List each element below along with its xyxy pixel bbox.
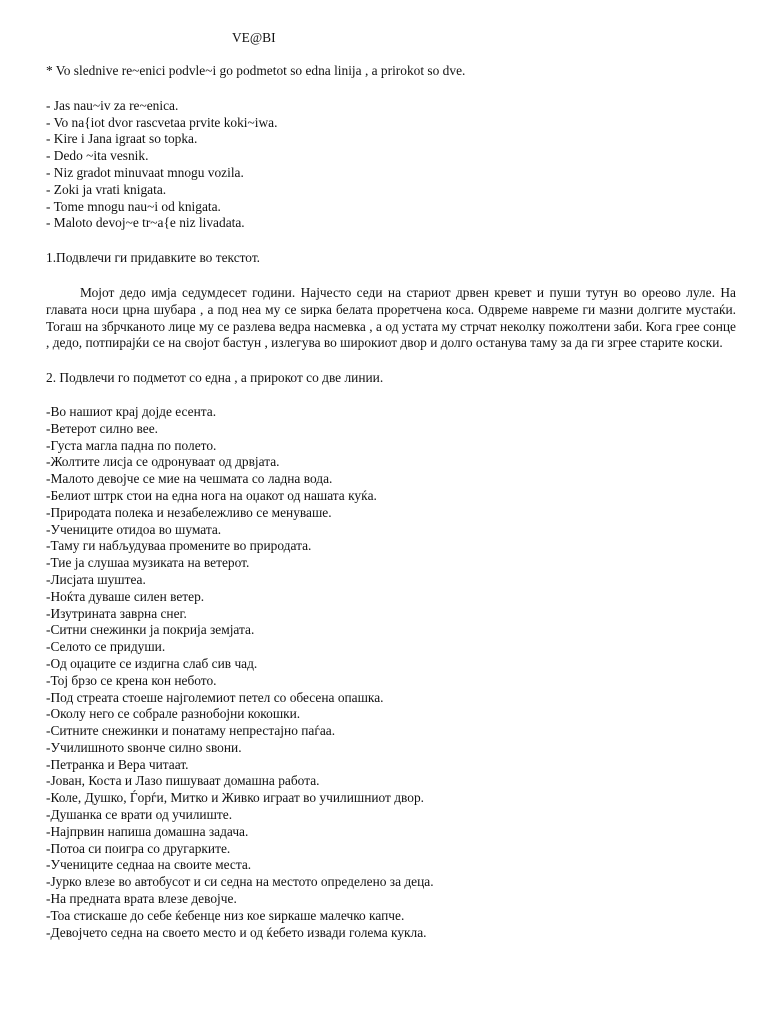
latin-task-instruction: * Vo slednive re~enici podvle~i go podmetot so edna linija , a prirokot so dve. — [46, 63, 466, 78]
list-item: -Густа магла падна по полето. — [46, 437, 217, 453]
list-item: -Ситните снежинки и понатаму непрестајно паѓаа. — [46, 723, 336, 739]
list-item: -Во нашиот крај дојде есента. — [46, 403, 217, 419]
list-item: -Душанка се врати од училиште. — [46, 807, 233, 823]
list-item: -Најпрвин напиша домашна задача. — [46, 823, 249, 839]
list-item: - Dedo ~ita vesnik. — [46, 148, 149, 164]
list-item: -Белиот штрк стои на една нога на оџакот од нашата куќа. — [46, 487, 377, 503]
list-item: -Малото девојче се мие на чешмата со ладна вода. — [46, 471, 333, 487]
list-item: -Ситни снежинки ја покрија земјата. — [46, 622, 255, 638]
list-item: -Јурко влезе во автобусот и си седна на местото определено за деца. — [46, 874, 434, 890]
task-2-instruction: 2. Подвлечи го подметот со една , а прирокот со две линии. — [46, 370, 384, 386]
list-item: - Niz gradot minuvaat mnogu vozila. — [46, 164, 244, 180]
list-item: -Тоа стискаше до себе ќебенце низ кое ѕиркаше малечко капче. — [46, 907, 405, 923]
list-item: -Петранка и Вера читаат. — [46, 756, 189, 772]
list-item: -Ветерот силно вее. — [46, 420, 159, 436]
list-item: -Жолтите лисја се одронуваат од дрвјата. — [46, 454, 280, 470]
task-1-instruction: 1.Подвлечи ги придавките во текстот. — [46, 250, 261, 266]
list-item: -Коле, Душко, Ѓорѓи, Митко и Живко играат во училишниот двор. — [46, 790, 425, 806]
list-item: -Околу него се собрале разнобојни кокошки. — [46, 706, 301, 722]
task-1-paragraph: Мојот дедо имја седумдесет години. Најчесто седи на стариот дрвен кревет и пуши тутун во ореово луле. На главата носи црна шубара , а под неа му се ѕирка белата проретчена коса. Одвреме навреме ги мазни долгите мустаќи. Тогаш на збрчканото лице му се разлева ведра насмевка , а од устата му стрчат неколку пожолтени заби. Кога грее сонце , дедо, потпирајќи се на својот бастун , излегува во широкиот двор и долго останува таму за да ги згрее старите коски. — [46, 284, 736, 351]
list-item: - Zoki ja vrati knigata. — [46, 181, 167, 197]
list-item: - Vo na{iot dvor rascvetaa prvite koki~iwa. — [46, 114, 278, 130]
list-item: -Од оџаците се издигна слаб сив чад. — [46, 655, 258, 671]
list-item: - Tome mnogu nau~i od knigata. — [46, 198, 221, 214]
list-item: -Учениците отидоа во шумата. — [46, 521, 222, 537]
list-item: -Потоа си поигра со другарките. — [46, 840, 231, 856]
list-item: -Таму ги набљудуваа промените во природата. — [46, 538, 312, 554]
list-item: -Ноќта дуваше силен ветер. — [46, 588, 205, 604]
list-item: -Природата полека и незабележливо се менуваше. — [46, 504, 332, 520]
list-item: -Училишното ѕвонче силно ѕвони. — [46, 739, 242, 755]
list-item: -Лисјата шуштеа. — [46, 571, 146, 587]
cyrillic-sentence-list — [46, 404, 736, 942]
list-item: -Учениците седнаа на своите места. — [46, 857, 252, 873]
list-item: - Maloto devoj~e tr~a{e niz livadata. — [46, 215, 245, 231]
document-title: VE@BI — [232, 30, 276, 45]
document-page — [46, 28, 736, 941]
list-item: -Тие ја слушаа музиката на ветерот. — [46, 555, 250, 571]
latin-sentence-list — [46, 98, 736, 232]
list-item: -Изутрината заврна снег. — [46, 605, 187, 621]
list-item: - Jas nau~iv za re~enica. — [46, 97, 179, 113]
list-item: -Селото се придуши. — [46, 639, 166, 655]
list-item: -Тој брзо се крена кон небото. — [46, 672, 217, 688]
list-item: -На предната врата влезе девојче. — [46, 891, 237, 907]
list-item: -Јован, Коста и Лазо пишуваат домашна работа. — [46, 773, 320, 789]
list-item: - Kire i Jana igraat so topka. — [46, 131, 198, 147]
list-item: -Под стреата стоеше најголемиот петел со обесена опашка. — [46, 689, 384, 705]
list-item: -Девојчето седна на своето место и од ќебето извади голема кукла. — [46, 924, 427, 940]
